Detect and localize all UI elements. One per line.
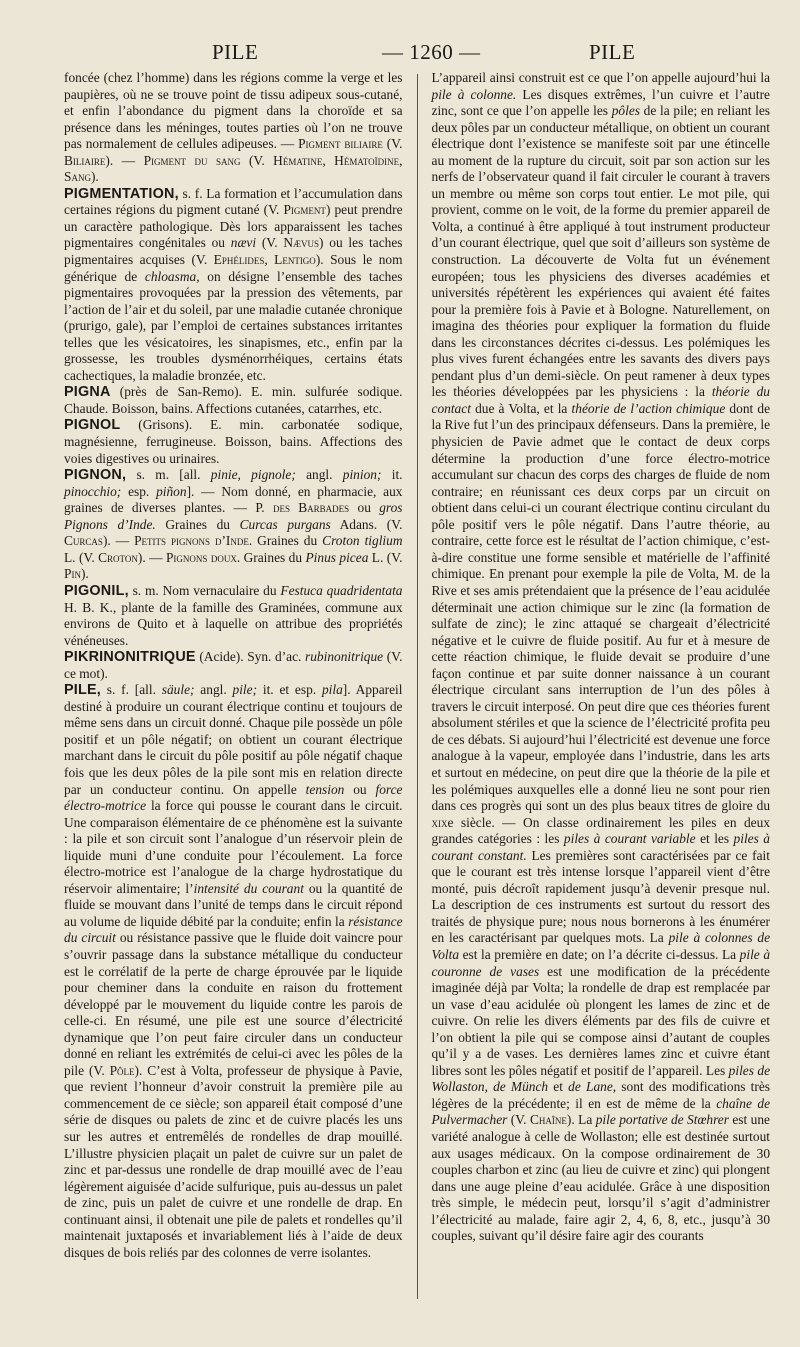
text-run: est une modification de la précédente imaginée déjà par Volta; la rondelle de drap est remplacée par un vase d’eau acidulée où plongent les lames de zinc et de cuivre. On relie les divers éléments par des fils de cuivre et l’on obtient la pile qui se compose ainsi d’autant de couples qu’il y a de vases. Les dernières lames zinc et cuivre étant libres sont les pôles négatif et positif de l’appareil. Les [431,963,771,1078]
running-head-right: PILE [589,40,636,64]
left-column [64,70,403,1299]
text-run: on désigne l’ensemble des taches pigmentaires provoquées par la pression des vêtements, par l’action de l’air et du soleil, par une maladie cutanée chronique (prurigo, gale), par l’emploi de certaines substances irritantes telles que les vésicatoires, les sinapismes, etc., enfin par la grossesse, les troubles dysménorrhéiques, certains états cachectiques, la maladie bronzée, etc. [64,268,403,383]
text-run: de la pile; en reliant les deux pôles par un conducteur métallique, on obtient un courant électrique dont l’existence se manifeste soit par une étincelle au moment de la rupture du circuit, soit par son action sur les nerfs de l’observateur quand il fait circuler le courant à travers un membre ou même son corps tout entier. Le mot pile, qui provient, comme on le voit, de la forme du premier appareil de Volta, a continué à être appliqué à tout instrument producteur d’un courant électrique, quel que soit d’ailleurs son système de construction. La découverte de Volta fut un événement européen; tous les physiciens des diverses académies et universités répétèrent les expériences qui avaient été faites pour la première fois à Pavie et à Bologne. Naturellement, on imagina des théories pour expliquer la formation du fluide dans les circonstances décrites ci-dessus. Les polémiques les plus vives furent échangées entre les savants des divers pays pendant plus d’un demi-siècle. On peut ramener à deux types les théories développées par les physiciens : la [431,103,771,400]
text-run: pile à colonnes de Volta [431,930,771,962]
page-number: — 1260 — [382,40,481,64]
text-run: ou résistance passive que le fluide doit vaincre pour s’ouvrir passage dans la substance métallique du conducteur est le corrélatif de la perte de charge éprouvée par le liquide pour cheminer dans la conduite en raison du frottement développé par le mouvement du liquide contre les parois de celle-ci. En résumé, une pile est une source d’électricité dynamique que l’on peut faire circuler dans un conducteur donné en reliant les extrémités de celui-ci avec les pôles de la pile (V. [64,930,403,1078]
text-run: angl. [194,682,233,698]
text-run: (près de San-Remo). E. min. sulfurée sodique. Chaude. Boisson, bains. Affections cutanées, catarrhes, etc. [64,384,403,416]
text-run: tension [305,781,345,797]
text-run: it. et esp. [257,682,322,698]
text-run: esp. [121,483,157,499]
text-run: säule; [161,682,195,698]
text-run: Pignons doux. [165,549,241,565]
text-run: Pigment biliaire [298,136,383,152]
text-run: Les premières sont caractérisées par ce fait que le courant est très intense lorsque l’appareil vient d’être monté, puis décroît rapidement jusqu’à devenir presque nul. La description de ces instruments est surtout du ressort des traités de physique pure; nous nous bornerons à les énumérer en les caractérisant par quelques mots. La [431,847,771,946]
text-run: xix [431,814,448,830]
text-run: (V. [256,235,284,251]
text-run: pila [321,682,343,698]
text-run: sont des modifications très légères de la précédente; il en est de même de la [431,1079,771,1111]
text-run: Les disques extrêmes, l’un cuivre et l’autre zinc, sont ce que l’on appelle les [431,86,771,119]
text-run: e siècle. — On classe ordinairement les piles en deux grandes catégories : les [431,814,771,847]
text-run: piñon [156,483,187,499]
text-run: piles à courant constant. [431,831,771,863]
text-run: ). [90,169,99,185]
entry-headword: PIGONIL, [64,582,129,599]
entry-headword: PIGNON, [64,467,127,484]
text-run: intensité du courant [193,880,304,896]
text-run: Graines du [252,533,323,549]
text-run: Ephélides, Lentigo [213,252,316,268]
text-run: piles de Wollaston, de Münch [431,1062,771,1095]
text-run: s. f. La formation et l’accumulation dans certaines régions du pigment cutané (V. [64,185,403,218]
text-run: Chaîne [529,1112,567,1128]
text-run: (Acide). Syn. d’ac. [195,649,306,665]
text-run: foncée (chez l’homme) dans les régions comme la verge et les paupières, où ne se trouve point de tissu adipeux sous-cutané, et enfin l’abondance du pigment dans la choroïde et sa présence dans les méninges, toutes parties où l’on ne trouve pas normalement de cellules adipeuses. — [64,70,403,152]
text-run: angl. [295,467,343,483]
text-run: la force qui pousse le courant dans le circuit. Une comparaison élémentaire de ce phénomène est la suivante : la pile et son circuit sont l’analogue d’un réservoir plein de liquide muni d’une conduite pour l’écoulement. La force électro-motrice est l’analogue de la charge hydrostatique du réservoir alimentaire; l’ [64,798,403,896]
right-column [432,70,771,1299]
text-run: pile à colonne. [431,86,517,102]
text-run: pinie, pignole; [210,467,296,483]
text-run: P. des Barbades [255,500,350,516]
text-run: ]. — Nom donné, en pharmacie, aux graines de diverses plantes. — [64,483,403,516]
text-run: gros Pignons d’Inde. [64,500,403,532]
text-run: et [548,1079,569,1095]
text-run: ou la quantité de fluide se mouvant dans l’unité de temps dans le circuit répond au volume de liquide débité par la conduite; enfin la [64,880,403,929]
text-run: due à Volta, et la [470,400,572,416]
text-run: piles à courant variable [563,831,696,847]
text-run: Festuca quadridentata [280,582,403,598]
text-run: s. f. [all. [100,682,162,698]
text-columns [64,70,770,1299]
text-run: Pinus picea [305,549,369,565]
text-run: ). — [105,152,144,168]
text-run: pôles [611,103,640,119]
entry-headword: PIGNA [64,384,111,401]
text-run: résistance du circuit [64,913,403,946]
text-run: théorie du contact [431,384,771,416]
page-header [64,36,770,68]
text-run: ). Sous le nom générique de [64,252,403,284]
text-run: dont de la Rive fut l’un des principaux défenseurs. Dans la première, le physicien de Pavie admet que le contact de deux corps détermine la production d’une force électro-motrice accumulant sur chacun des corps des charges de fluide de nom contraire; en réunissant ces deux corps par un circuit on obtient dans celui-ci un courant électrique continu circulant du pôle positif vers le pôle négatif. Dans l’autre théorie, au contraire, cette force est le résultat de l’action chimique, c’est-à-dire constitue une forme sensible et matérielle de l’affinité chimique. En prenant pour exemple la pile de Volta, M. de la Rive et ses amis prétendaient que la présence de l’eau acidulée déterminait une action chimique sur le zinc (la formation de sulfate de zinc); le zinc attaqué se chargeait d’électricité négative et le cuivre de fluide positif. Au fur et à mesure de cette réaction chimique, le fluide devait se produire d’une façon continue et par suite donner naissance à un courant électrique circulant sans interruption de l’un des pôles à travers le circuit interposé. On peut dire que ces théories furent absolument stériles et que la science de l’électricité profita peu de ces débats. Si aujourd’hui l’électricité est devenue une force analogue à la vapeur, employée dans l’industrie, dans les arts et surtout en médecine, on peut dire que la théorie de la pile et les polémiques auxquelles elle a donné lieu ne sont pour rien dans ces progrès qui sont un des plus beaux titres de gloire du [431,400,771,814]
text-run: Biliaire [64,152,106,168]
text-run: Adans. (V. [330,516,403,532]
text-paragraph [432,70,771,1245]
entry-headword: PIKRINONITRIQUE [64,649,196,666]
text-run: H. B. K., plante de la famille des Graminées, commune aux environs de Quito et à laquelle on attribue des propriétés vénéneuses. [64,599,403,648]
dictionary-entry [64,583,403,649]
dictionary-entry [64,467,403,583]
text-run: Curcas purgans [239,516,331,532]
running-head-left: PILE [212,40,259,64]
entry-headword: PILE, [64,682,101,699]
text-run: est une variété analogue à celle de Wollaston; elle est destinée surtout aux usages médicaux. On la compose ordinairement de 30 couples charbon et zinc (au lieu de cuivre et zinc) qui plongent dans une auge pleine d’eau acidulée. Grâce à une disposition très simple, le médecin peut, lorsqu’il s’agit d’administrer l’électricité au malade, faire agir 2, 4, 6, 8, etc., jusqu’à 30 couples, suivant qu’il désire faire agir des courants [431,1112,771,1244]
text-run: pinion; [342,467,382,483]
text-run: ) ou les taches pigmentaires acquises (V. [64,235,403,268]
text-run: L. (V. [368,549,403,565]
text-run: nævi [230,235,257,251]
entry-headword: PIGNOL [64,417,121,434]
text-run: chloasma, [144,268,200,284]
text-run: (V. [240,152,274,168]
entry-headword: PIGMENTATION, [64,185,179,202]
text-run: Pigment du sang [143,152,241,168]
text-run: ou [349,500,380,516]
text-run: Pin [64,566,81,582]
text-run: pile; [232,682,258,698]
text-run: L’appareil ainsi construit est ce que l’on appelle aujourd’hui la [431,70,771,85]
text-run: Hématine, Hématoïdine, Sang [64,152,403,185]
text-run: s. m. Nom vernaculaire du [128,582,281,598]
text-run: ). C’est à Volta, professeur de physique à Pavie, que revient l’honneur d’avoir construit la première pile au commencement de ce siècle; son appareil était composé d’une série de disques ou palets de zinc et de cuivre placés les uns sur les autres et entremêlés de rondelles de drap mouillé. L’illustre physicien plaçait un palet de cuivre sur un palet de zinc et par-dessus une rondelle de drap mouillé avec de l’eau légèrement aiguisée d’acide sulfurique, puis au-dessus un palet de zinc, puis un palet de cuivre et une rondelle de drap. En continuant ainsi, il obtenait une pile de palets et rondelles qu’il maintenait juxtaposés et invariablement liés à l’aide de deux disques de bois reliés par des colonnes de verre isolantes. [64,1062,403,1260]
text-run: Pigment [283,202,326,218]
dictionary-entry [64,417,403,467]
column-divider [417,74,418,1299]
text-run: (Grisons). E. min. carbonatée sodique, magnésienne, ferrugineuse. Boisson, bains. Affections des voies digestives ou urinaires. [64,417,403,466]
text-run: s. m. [all. [126,467,211,483]
text-run: force électro-motrice [64,781,403,814]
text-run: (V. [382,136,403,152]
text-run: ). La [566,1112,596,1128]
text-run: pile à couronne de vases [431,946,771,979]
text-run: théorie de l’action chimique [571,400,726,416]
text-run: Curcas [64,533,103,549]
dictionary-entry [64,384,403,417]
text-run: Croton [98,549,138,565]
text-paragraph [64,70,403,186]
text-run: Graines du [155,516,240,532]
text-run: pinocchio; [64,483,122,499]
text-run: pile portative de Stœhrer [595,1112,729,1128]
text-run: ). — [137,549,166,565]
text-run: ou [344,781,376,797]
text-run: est la première en date; on l’a décrite ci-dessus. La [459,946,740,962]
dictionary-entry [64,186,403,385]
text-run: Graines du [240,549,306,565]
text-run: et les [695,831,734,847]
text-run: (V. ce mot). [64,649,403,681]
text-run: ). — [102,533,135,549]
text-run: ]. Appareil destiné à produire un courant électrique continu et toujours de même sens dans un circuit donné. Chaque pile possède un pôle positif et un pôle négatif; on obtient un courant électrique marchant dans le circuit du pôle positif au pôle négatif chaque fois que les deux pôles de la pile sont mis en relation directe par un conducteur continu. On appelle [64,682,403,797]
text-run: ). [80,566,89,582]
text-run: Nævus [283,235,320,251]
text-run: de Lane, [568,1079,617,1095]
text-run: (V. [507,1112,530,1128]
text-run: Croton tiglium [322,533,403,549]
text-run: chaîne de Pulvermacher [431,1095,771,1128]
dictionary-entry [64,682,403,1261]
text-run: Pôle [109,1062,135,1078]
text-run: Petits pignons d’Inde. [134,533,253,549]
text-run: ) peut prendre un caractère pathologique. Dès lors apparaissent les taches pigmentaires congénitales ou [64,202,403,251]
text-run: it. [381,467,403,483]
dictionary-entry [64,649,403,682]
text-run: rubinonitrique [305,649,384,665]
text-run: L. (V. [64,549,99,565]
